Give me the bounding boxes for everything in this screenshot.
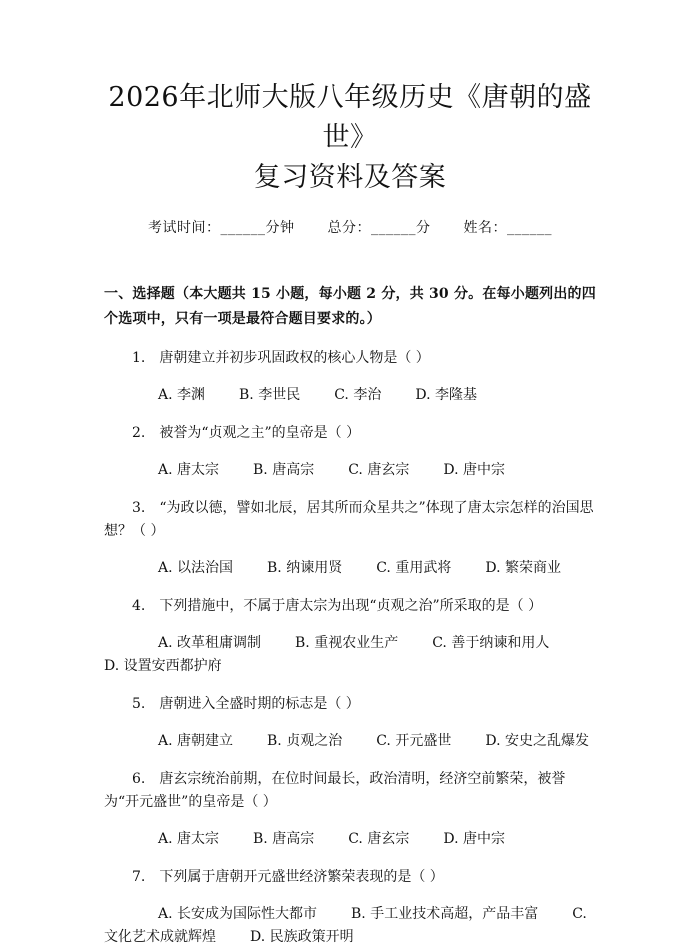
question-number: 5. [132,696,146,712]
title-line-2: 复习资料及答案 [253,162,447,193]
question-stem [104,866,596,889]
option-b: B. 李世民 [239,387,301,403]
question-options [104,828,596,851]
question-stem [104,693,596,716]
question-stem [104,595,596,618]
option-b: B. 重视农业生产 [295,635,399,651]
option-c: C. 文化艺术成就辉煌 [104,906,587,945]
question-options [104,459,596,482]
question-number: 7. [132,869,146,885]
question-7 [104,866,596,949]
option-b: B. 贞观之治 [267,733,343,749]
option-b: B. 唐高宗 [253,462,315,478]
title-line-1: 2026年北师大版八年级历史《唐朝的盛世》 [108,82,592,153]
question-options [104,730,596,753]
option-c: C. 善于纳谏和用人 [432,635,550,651]
option-a: A. 唐太宗 [158,462,220,478]
document-title [104,78,596,198]
question-text: 唐朝建立并初步巩固政权的核心人物是（ ） [159,350,430,366]
question-6 [104,768,596,851]
exam-time-field: 考试时间：______分钟 [148,220,295,236]
option-d: D. 民族政策开明 [250,929,354,945]
option-d: D. 唐中宗 [443,462,505,478]
question-text: 唐玄宗统治前期，在位时间最长，政治清明，经济空前繁荣，被誉为“开元盛世”的皇帝是（ ） [104,771,566,810]
option-c: C. 重用武将 [376,560,452,576]
student-name-field: 姓名：______ [463,220,552,236]
question-1 [104,347,596,407]
question-options [104,903,596,949]
option-d: D. 繁荣商业 [485,560,561,576]
question-4 [104,595,596,678]
option-c: C. 唐玄宗 [348,462,410,478]
question-options [104,384,596,407]
option-c: C. 唐玄宗 [348,831,410,847]
option-a: A. 改革租庸调制 [158,635,262,651]
option-b: B. 纳谏用贤 [267,560,343,576]
question-stem [104,497,596,543]
option-c: C. 开元盛世 [376,733,452,749]
option-b: B. 唐高宗 [253,831,315,847]
question-text: 下列属于唐朝开元盛世经济繁荣表现的是（ ） [159,869,444,885]
question-number: 3. [132,500,146,516]
option-d: D. 设置安西都护府 [104,658,222,674]
question-options [104,557,596,580]
option-a: A. 以法治国 [158,560,234,576]
option-a: A. 长安成为国际性大都市 [158,906,318,922]
option-a: A. 唐朝建立 [158,733,234,749]
question-number: 1. [132,350,146,366]
question-number: 4. [132,598,146,614]
option-c: C. 李治 [334,387,382,403]
question-options [104,632,596,678]
option-a: A. 李渊 [158,387,206,403]
question-2 [104,422,596,482]
question-stem [104,768,596,814]
question-3 [104,497,596,580]
question-stem [104,347,596,370]
question-text: 下列措施中，不属于唐太宗为出现“贞观之治”所采取的是（ ） [159,598,543,614]
section-heading: 一、选择题（本大题共 15 小题，每小题 2 分，共 30 分。在每小题列出的四个选项中，只有一项是最符合题目要求的。） [104,286,596,327]
question-stem [104,422,596,445]
question-text: 唐朝进入全盛时期的标志是（ ） [159,696,360,712]
question-number: 6. [132,771,146,787]
question-text: 被誉为“贞观之主”的皇帝是（ ） [159,425,361,441]
total-score-field: 总分：______分 [327,220,431,236]
option-d: D. 唐中宗 [443,831,505,847]
option-d: D. 李隆基 [415,387,477,403]
option-a: A. 唐太宗 [158,831,220,847]
question-text: “为政以德，譬如北辰，居其所而众星共之”体现了唐太宗怎样的治国思想？（ ） [104,500,594,539]
option-b: B. 手工业技术高超，产品丰富 [351,906,539,922]
question-5 [104,693,596,753]
question-number: 2. [132,425,146,441]
exam-info [104,218,596,238]
option-d: D. 安史之乱爆发 [485,733,589,749]
